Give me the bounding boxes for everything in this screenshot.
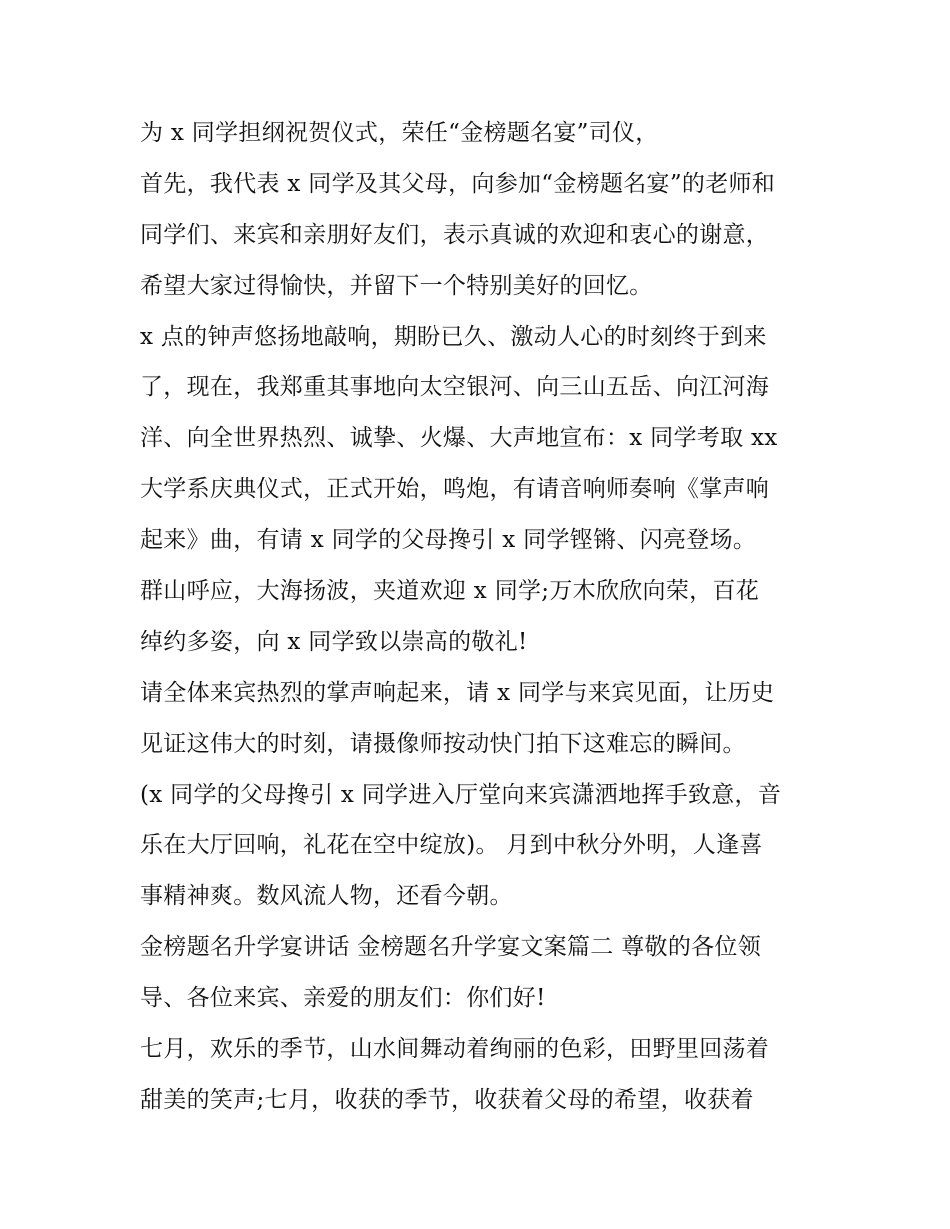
text-line: 了，现在，我郑重其事地向太空银河、向三山五岳、向江河海 xyxy=(140,374,770,401)
text-line: 见证这伟大的时刻，请摄像师按动快门拍下这难忘的瞬间。 xyxy=(140,730,746,757)
text-line: 为 x 同学担纲祝贺仪式，荣任“金榜题名宴”司仪， xyxy=(140,120,659,146)
text-line: 事精神爽。数风流人物，还看今朝。 xyxy=(140,883,513,910)
text-line: 洋、向全世界热烈、诚挚、火爆、大声地宣布：x 同学考取 xx xyxy=(140,425,778,452)
text-line: 首先，我代表 x 同学及其父母，向参加“金榜题名宴”的老师和 xyxy=(140,170,776,197)
text-line: 起来》曲，有请 x 同学的父母搀引 x 同学铿锵、闪亮登场。 xyxy=(140,527,757,554)
text-line: x 点的钟声悠扬地敲响，期盼已久、激动人心的时刻终于到来 xyxy=(140,323,767,350)
text-line: 七月，欢乐的季节，山水间舞动着绚丽的色彩，田野里回荡着 xyxy=(140,1036,770,1063)
text-line: 大学系庆典仪式，正式开始，鸣炮，有请音响师奏响《掌声响 xyxy=(140,476,770,503)
text-line: 甜美的笑声;七月，收获的季节，收获着父母的希望，收获着 xyxy=(140,1086,754,1113)
text-line: 导、各位来宾、亲爱的朋友们：你们好! xyxy=(140,985,546,1012)
text-line: 请全体来宾热烈的掌声响起来，请 x 同学与来宾见面，让历史 xyxy=(140,679,775,706)
text-line: 乐在大厅回响，礼花在空中绽放)。 月到中秋分外明，人逢喜 xyxy=(140,832,763,859)
text-line: 绰约多姿，向 x 同学致以崇高的敬礼! xyxy=(140,628,528,655)
text-line: 希望大家过得愉快，并留下一个特别美好的回忆。 xyxy=(140,272,653,299)
text-line: 群山呼应，大海扬波，夹道欢迎 x 同学;万木欣欣向荣，百花 xyxy=(140,578,760,605)
text-line: 金榜题名升学宴讲话 金榜题名升学宴文案篇二 尊敬的各位领 xyxy=(140,934,762,961)
document-body xyxy=(140,108,830,1126)
text-line: 同学们、来宾和亲朋好友们，表示真诚的欢迎和衷心的谢意， xyxy=(140,221,770,248)
text-line: (x 同学的父母搀引 x 同学进入厅堂向来宾潇洒地挥手致意，音 xyxy=(140,781,782,808)
